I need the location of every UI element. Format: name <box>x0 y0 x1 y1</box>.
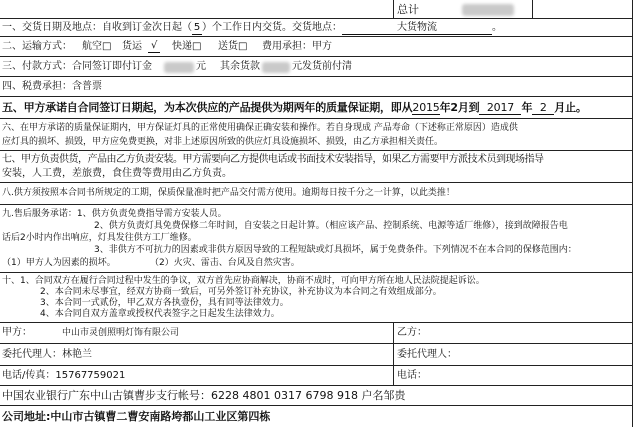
phone-b: 电话： <box>397 370 427 381</box>
delivery-row <box>0 19 633 37</box>
agent-a: 委托代理人：林艳兰 <box>2 349 92 360</box>
schedule-row <box>0 183 633 205</box>
warranty-month-2: 2 <box>532 101 554 115</box>
delivery-end: 。 <box>492 22 502 33</box>
bank-text: 中国农业银行广东中山古镇曹步支行帐号：6228 4801 0317 6798 918 户名邹贵 <box>2 389 406 402</box>
delivery-text-2: ）个工作日内交货。交货地点： <box>202 22 342 33</box>
dispute-line-3: 3、本合同一式贰份，甲乙双方各执壹份，具有同等法律效力。 <box>40 298 289 308</box>
dispute-line-2: 2、本合同未尽事宜，经双方协商一致后，可另外签订补充协议，补充协议为本合同之有效组成部分。 <box>40 287 442 297</box>
total-label: 总计 <box>397 3 419 16</box>
address-row <box>0 406 633 427</box>
address-text: 公司地址:中山市古镇曹二曹安南路垮都山工业区第四栋 <box>2 410 271 423</box>
transport-cargo: 货运 <box>122 41 142 52</box>
agent-b: 委托代理人： <box>397 349 457 360</box>
redacted-total <box>462 4 514 16</box>
payment-row <box>0 57 633 77</box>
transport-label: 二、运输方式： <box>2 41 72 52</box>
party-b-label: 乙方： <box>397 327 427 338</box>
quality-line-1: 六、在甲方承诺的质量保证期内，甲方保证灯具的正常使用确保正确安装和操作。若自身现成 产品寿命（下述称正常原因）造成供 <box>2 123 518 133</box>
delivery-text-1: 一、交货日期及地点：自收到订金次日起（ <box>2 22 192 33</box>
payment-text-4: 元发货前付清 <box>292 61 352 72</box>
warranty-end: 月止。 <box>554 101 587 114</box>
after-sales-row <box>0 205 633 273</box>
warranty-text-1: 五、甲方承诺自合同签订日期起，为本次供应的产品提供为期两年的质量保证期，即从 <box>2 101 413 114</box>
warranty-mid-1: 年2月到 <box>439 101 480 114</box>
redacted-balance <box>262 62 290 73</box>
dispute-line-1: 十、1、合同双方在履行合同过程中发生的争议，双方首先应协商解决，协商不成时，可向甲方所在地人民法院提起诉讼。 <box>2 276 485 286</box>
warranty-year-1: 2015 <box>412 101 440 114</box>
party-a-label: 甲方： <box>2 327 32 338</box>
schedule-text: 八.供方须按照本合同书所规定的工期，保质保量准时把产品交付需方使用。逾期每日按千分之一计算，以此类推！ <box>2 188 455 198</box>
quality-row <box>0 119 633 151</box>
warranty-year-2: 2017 <box>479 101 521 115</box>
transport-row <box>0 37 633 57</box>
phone-a: 电话/传真：15767759021 <box>2 370 126 381</box>
total-row <box>0 0 633 19</box>
delivery-place: 大货物流 <box>342 22 492 35</box>
dispute-line-4: 4、本合同自双方盖章或授权代表签字之日起发生法律效力。 <box>40 309 280 319</box>
transport-air: 航空□ <box>82 41 112 52</box>
bank-row <box>0 386 633 406</box>
phone-row <box>0 366 633 386</box>
transport-fee: 费用承担：甲方 <box>262 41 332 52</box>
installation-line-2: 安装，人工费，差旅费，食住费等费用由乙方负责。 <box>2 168 232 179</box>
transport-express: 快递□ <box>172 41 202 52</box>
payment-text-2: 元 <box>196 61 206 72</box>
party-row <box>0 323 633 344</box>
installation-row <box>0 151 633 183</box>
after-sales-line-2: 2、供方负责灯具免费保修二年时间，自安装之日起计算。（相应该产品、控制系统、电源等适厂维修），接到故障报告电 <box>94 221 568 231</box>
payment-text-3: 其余货款 <box>220 61 260 72</box>
dispute-row <box>0 273 633 323</box>
after-sales-line-3: 话后2小时内作出响应，灯具发往供方工厂维修。 <box>2 233 197 243</box>
installation-line-1: 七、甲方负责供货，产品由乙方负责安装。甲方需要向乙方提供电话或书面技术安装指导，如果乙方需要甲方派技术员到现场指导 <box>2 154 544 165</box>
agent-row <box>0 344 633 366</box>
transport-check: √ <box>148 40 160 53</box>
delivery-days: 5 <box>193 22 201 33</box>
tax-text: 四、税费承担：含普票 <box>2 81 102 92</box>
tax-row <box>0 77 633 97</box>
after-sales-line-4: 3、非供方不可抗力的因素或非供方原因导致的工程短缺或灯具损坏，属于免费条件。下列情况不在本合同的保修范围内： <box>94 245 577 255</box>
after-sales-line-6: （2）火灾、雷击、台风及自然灾害。 <box>150 258 300 268</box>
redacted-deposit <box>164 62 194 73</box>
warranty-row <box>0 97 633 119</box>
after-sales-line-1: 九.售后服务承诺：1、供方负责免费指导需方安装人员。 <box>2 209 227 219</box>
payment-text-1: 三、付款方式：合同签订即付订金 <box>2 61 152 72</box>
party-a-name: 中山市灵创照明灯饰有限公司 <box>62 328 180 338</box>
after-sales-line-5: （1）甲方人为因素的损坏。 <box>2 258 116 268</box>
warranty-mid-2: 年 <box>521 101 533 114</box>
quality-line-2: 应灯具的损坏、损毁，甲方应免费更换，对非上述原因所致的供应灯具设施损坏、损毁，由乙方承担相关责任。 <box>2 137 444 147</box>
transport-deliver: 送货□ <box>218 41 248 52</box>
